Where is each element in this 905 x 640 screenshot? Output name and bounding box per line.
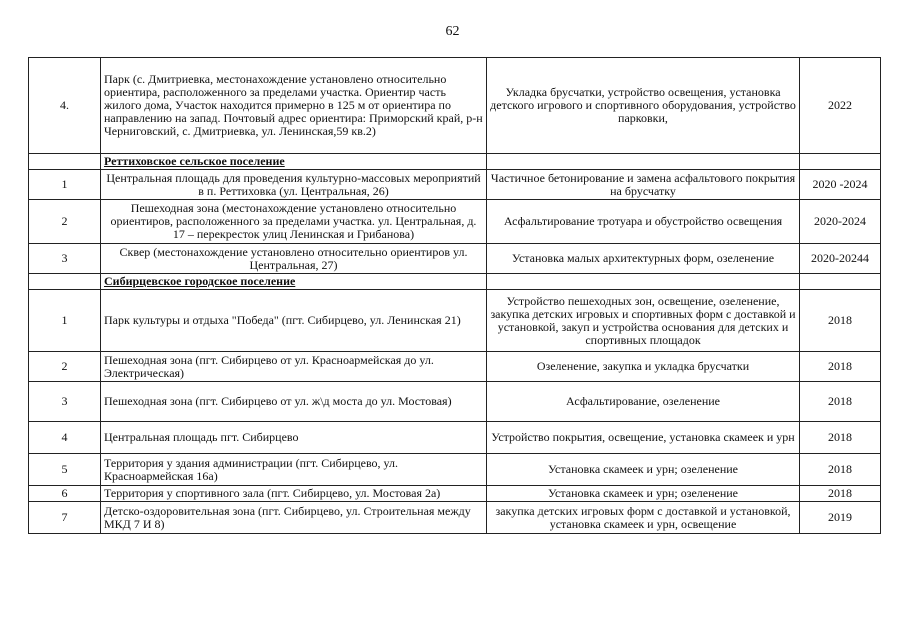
table-row <box>29 170 881 200</box>
object-cell: Территория у спортивного зала (пгт. Сибирцево, ул. Мостовая 2а) <box>101 486 487 502</box>
row-number: 3 <box>29 244 101 274</box>
row-number: 4. <box>29 58 101 154</box>
row-number: 3 <box>29 382 101 422</box>
section-row <box>29 274 881 290</box>
row-number: 7 <box>29 502 101 534</box>
work-cell: Укладка брусчатки, устройство освещения, установка детского игрового и спортивного оборудования, устройство парковки, <box>487 58 800 154</box>
section-work-cell <box>487 154 800 170</box>
object-cell: Территория у здания администрации (пгт. Сибирцево, ул. Красноармейская 16а) <box>101 454 487 486</box>
table-row <box>29 290 881 352</box>
row-number: 5 <box>29 454 101 486</box>
row-number: 2 <box>29 200 101 244</box>
year-cell: 2018 <box>800 382 881 422</box>
work-cell: Озеленение, закупка и укладка брусчатки <box>487 352 800 382</box>
object-cell: Детско-оздоровительная зона (пгт. Сибирцево, ул. Строительная между МКД 7 И 8) <box>101 502 487 534</box>
work-cell: Частичное бетонирование и замена асфальтового покрытия на брусчатку <box>487 170 800 200</box>
work-cell: Устройство покрытия, освещение, установка скамеек и урн <box>487 422 800 454</box>
table-row <box>29 382 881 422</box>
table-row <box>29 244 881 274</box>
object-cell: Центральная площадь для проведения культурно-массовых мероприятий в п. Реттиховка (ул. Центральная, 26) <box>101 170 487 200</box>
year-cell: 2019 <box>800 502 881 534</box>
object-cell: Парк (с. Дмитриевка, местонахождение установлено относительно ориентира, расположенного за пределами участка. Ориентир часть жилого дома, Участок находится примерно в 125 м от ориентира по направлению на запад. Почтовый адрес ориентира: Приморский край, р-н Черниговский, с. Дмитриевка, ул. Ленинская,59 кв.2) <box>101 58 487 154</box>
section-work-cell <box>487 274 800 290</box>
work-cell: Установка скамеек и урн; озеленение <box>487 486 800 502</box>
year-cell: 2020-2024 <box>800 200 881 244</box>
work-cell: Установка скамеек и урн; озеленение <box>487 454 800 486</box>
table-row <box>29 200 881 244</box>
section-title: Реттиховское сельское поселение <box>101 154 487 170</box>
work-cell: Устройство пешеходных зон, освещение, озеленение, закупка детских игровых и спортивных форм с доставкой и установкой, закуп и устройства основания для детских и спортивных площадок <box>487 290 800 352</box>
table-row <box>29 486 881 502</box>
table-row <box>29 454 881 486</box>
section-row <box>29 154 881 170</box>
page-number: 62 <box>445 24 460 39</box>
section-title: Сибирцевское городское поселение <box>101 274 487 290</box>
year-cell: 2020-20244 <box>800 244 881 274</box>
year-cell: 2020 -2024 <box>800 170 881 200</box>
section-year-cell <box>800 154 881 170</box>
section-num-cell <box>29 274 101 290</box>
object-cell: Парк культуры и отдыха "Победа" (пгт. Сибирцево, ул. Ленинская 21) <box>101 290 487 352</box>
row-number: 1 <box>29 170 101 200</box>
section-num-cell <box>29 154 101 170</box>
object-cell: Сквер (местонахождение установлено относительно ориентиров ул. Центральная, 27) <box>101 244 487 274</box>
table-row <box>29 352 881 382</box>
object-cell: Центральная площадь пгт. Сибирцево <box>101 422 487 454</box>
table-row <box>29 422 881 454</box>
row-number: 2 <box>29 352 101 382</box>
object-cell: Пешеходная зона (местонахождение установлено относительно ориентиров, расположенного за пределами участка. ул. Центральная, д. 17 – перекресток улиц Ленинская и Грибанова) <box>101 200 487 244</box>
year-cell: 2018 <box>800 486 881 502</box>
table-row <box>29 502 881 534</box>
row-number: 6 <box>29 486 101 502</box>
work-cell: Установка малых архитектурных форм, озеленение <box>487 244 800 274</box>
work-cell: Асфальтирование тротуара и обустройство освещения <box>487 200 800 244</box>
work-cell: закупка детских игровых форм с доставкой и установкой, установка скамеек и урн, освещение <box>487 502 800 534</box>
year-cell: 2018 <box>800 290 881 352</box>
year-cell: 2018 <box>800 422 881 454</box>
year-cell: 2022 <box>800 58 881 154</box>
year-cell: 2018 <box>800 454 881 486</box>
improvement-objects-table <box>28 57 881 534</box>
year-cell: 2018 <box>800 352 881 382</box>
object-cell: Пешеходная зона (пгт. Сибирцево от ул. ж\д моста до ул. Мостовая) <box>101 382 487 422</box>
object-cell: Пешеходная зона (пгт. Сибирцево от ул. Красноармейская до ул. Электрическая) <box>101 352 487 382</box>
work-cell: Асфальтирование, озеленение <box>487 382 800 422</box>
row-number: 1 <box>29 290 101 352</box>
row-number: 4 <box>29 422 101 454</box>
section-year-cell <box>800 274 881 290</box>
table-row <box>29 58 881 154</box>
